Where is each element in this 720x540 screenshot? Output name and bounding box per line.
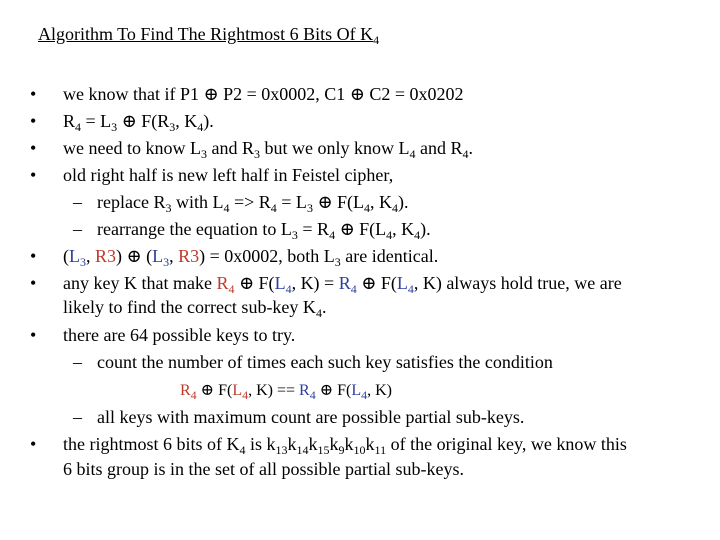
sub-text-2: rearrange the equation to $L_3 = R_4$ ⊕ $F(L_4$, $K_4$). <box>97 219 431 242</box>
dash-marker: – <box>73 219 82 239</box>
bullet-text-2: $R_4 = L_3$ ⊕ $F(R_3$, $K_4$). <box>63 111 214 134</box>
slide-title: Algorithm To Find The Rightmost 6 Bits Of $K_4$ <box>38 24 380 47</box>
bullet-text-1: we know that if P1 ⊕ P2 = 0x0002, C1 ⊕ C2 = 0x0202 <box>63 84 464 104</box>
bullet-text-8-cont: 6 bits group is in the set of all possible partial sub-keys. <box>63 459 464 479</box>
bullet-text-8: the rightmost 6 bits of $K_4$ is $k_{13}k_{14}k_{15}k_9k_{10}k_{11}$ of the original key, we know this <box>63 434 627 457</box>
bullet-text-4: old right half is new left half in Feistel cipher, <box>63 165 394 185</box>
bullet-text-6: any key K that make $R_4$ ⊕ $F(L_4$, $K) = R_4$ ⊕ $F(L_4$, K) always hold true, we are <box>63 273 622 296</box>
bullet-marker: • <box>30 273 37 293</box>
sub-text-3: count the number of times each such key satisfies the condition <box>97 352 553 372</box>
dash-marker: – <box>73 192 82 212</box>
sub-text-4: all keys with maximum count are possible partial sub-keys. <box>97 407 525 427</box>
bullet-marker: • <box>30 165 37 185</box>
sub-text-1: replace $R_3$ with $L_4 => R_4 = L_3$ ⊕ $F(L_4$, $K_4$). <box>97 192 409 215</box>
condition-formula: $R_4$ ⊕ $F(L_4$, $K) == R_4$ ⊕ $F(L_4$, K) <box>180 382 393 402</box>
bullet-marker: • <box>30 111 37 131</box>
bullet-marker: • <box>30 84 37 104</box>
bullet-marker: • <box>30 246 37 266</box>
bullet-marker: • <box>30 325 37 345</box>
bullet-text-3: we need to know $L_3$ and $R_3$ but we only know $L_4$ and $R_4$. <box>63 138 473 161</box>
dash-marker: – <box>73 352 82 372</box>
bullet-marker: • <box>30 138 37 158</box>
bullet-text-7: there are 64 possible keys to try. <box>63 325 296 345</box>
bullet-text-6-cont: likely to find the correct sub-key $K_4$. <box>63 297 327 320</box>
bullet-text-5: ($L_3$, R3) ⊕ ($L_3$, R3) = 0x0002, both $L_3$ are identical. <box>63 246 439 269</box>
dash-marker: – <box>73 407 82 427</box>
bullet-marker: • <box>30 434 37 454</box>
